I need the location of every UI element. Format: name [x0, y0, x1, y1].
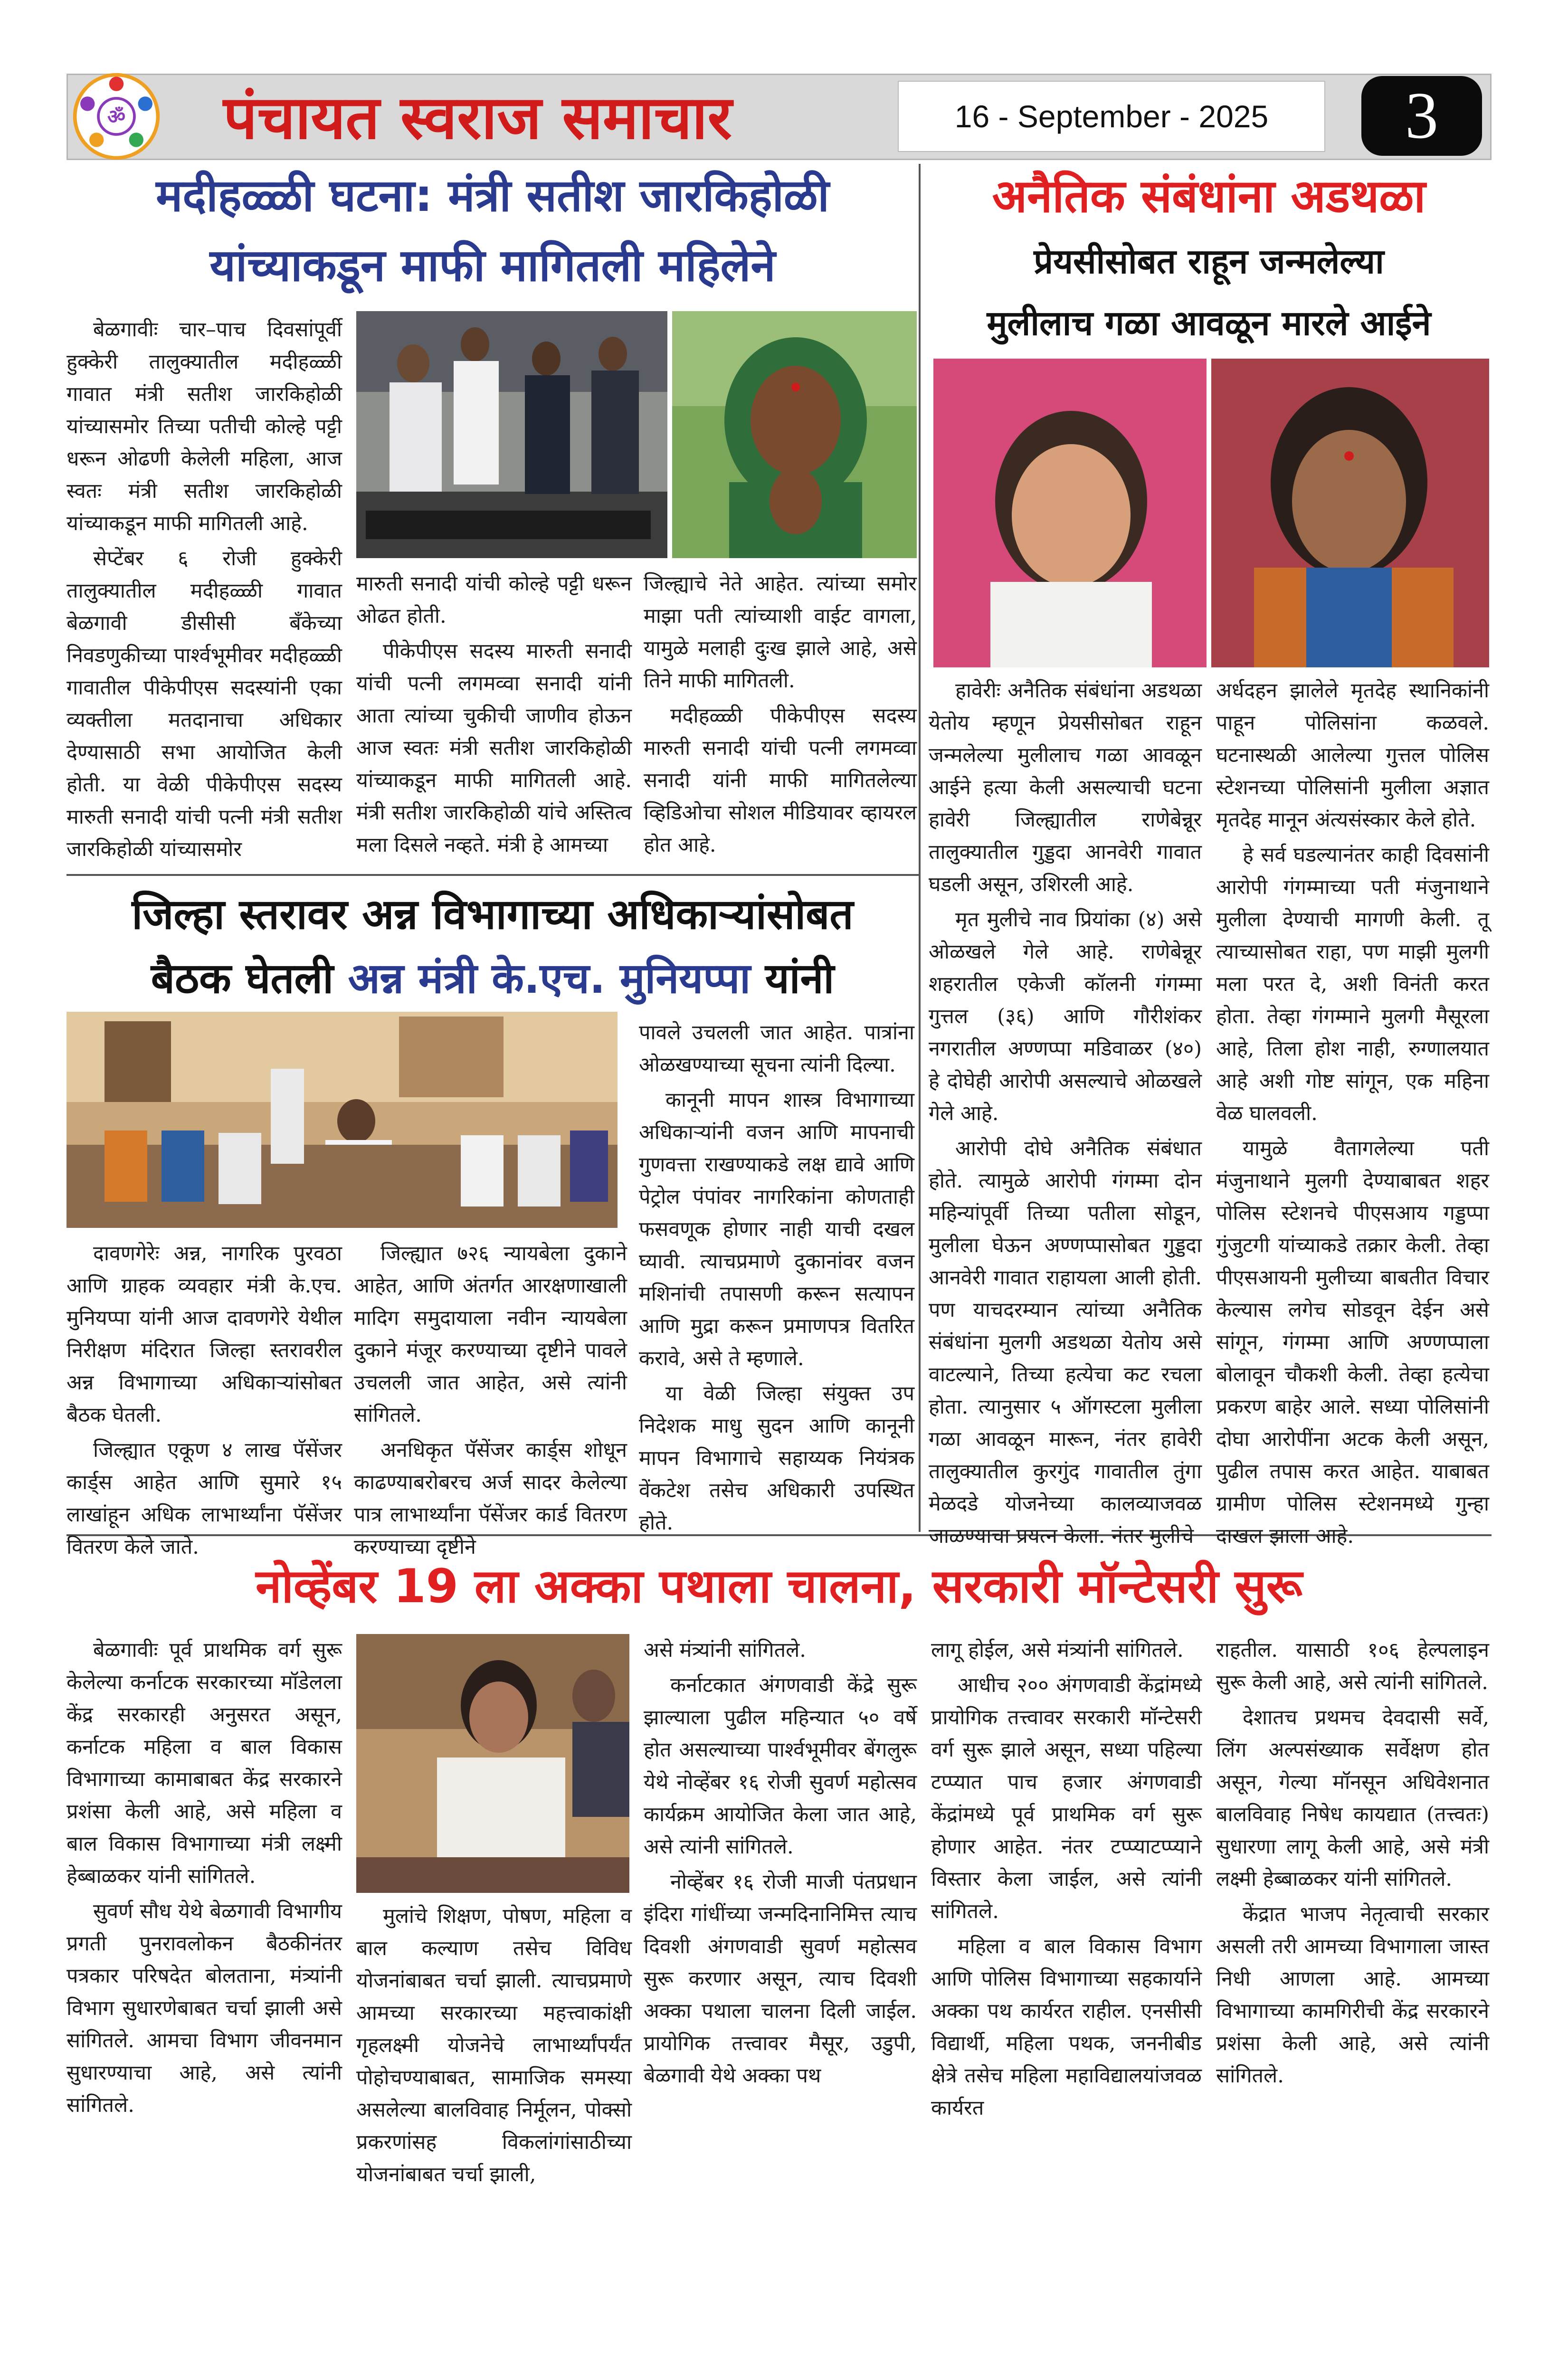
child-photo: [933, 359, 1207, 667]
paragraph: देशातच प्रथमच देवदासी सर्वे, लिंग अल्पसंख्याक सर्वेक्षण होत असून, गेल्या मॉनसून अधिवेशनात बालविवाह निषेध कायद्यात (तत्त्वतः) सुधारणा लागू केली आहे, असे मंत्री लक्ष्मी हेब्बाळकर यांनी सांगितले.: [1216, 1706, 1489, 1891]
story2-headline-line1: अनैतिक संबंधांना अडथळा: [992, 170, 1426, 223]
paragraph: बेळगावीः चार–पाच दिवसांपूर्वी हुक्केरी तालुक्यातील मदीहळ्ळी गावात मंत्री सतीश जारकिहोळी यांच्यासमोर तिच्या पतीची कोल्हे पट्टी धरून ओढणी केलेली महिला, आज स्वतः मंत्री सतीश जारकिहोळी यांच्याकडून माफी मागितली आहे.: [67, 318, 342, 535]
paragraph: महिला व बाल विकास विभाग आणि पोलिस विभागाच्या सहकार्याने अक्का पथ कार्यरत राहील. एनसीसी विद्यार्थी, महिला पथक, जननीबीड क्षेत्रे तसेच महिला महाविद्यालयांजवळ कार्यरत: [931, 1935, 1202, 2120]
meeting-photo: [67, 1012, 618, 1228]
story2-col2: [1216, 674, 1489, 1555]
woman-photo: [672, 311, 917, 558]
paragraph: केंद्रात भाजप नेतृत्वाची सरकार असली तरी आमच्या विभागाला जास्त निधी आणला आहे. आमच्या विभागाच्या कामगिरीची केंद्र सरकारने प्रशंसा केली आहे, असे त्यांनी सांगितले.: [1216, 1902, 1489, 2088]
paragraph: यामुळे वैतागलेल्या पती मंजुनाथाने मुलगी देण्याबाबत शहर पोलिस स्टेशनचे पीएसआय गड्डप्पा गुंजुटगी यांच्याकडे तक्रार केली. तेव्हा पीएसआयनी मुलीच्या बाबतीत विचार केल्यास लगेच सोडवून देईन असे सांगून, गंगम्मा आणि अण्णप्पाला बोलावून चौकशी केली. तेव्हा हत्येचा प्रकरण बाहेर आले. सध्या पोलिसांनी दोघा आरोपींना अटक केली असून, पुढील तपास करत आहेत. याबाबत ग्रामीण पोलिस स्टेशनमध्ये गुन्हा दाखल झाला आहे.: [1216, 1137, 1489, 1548]
story3-headline-line2: [67, 948, 919, 1009]
paragraph: मृत मुलीचे नाव प्रियांका (४) असे ओळखले गेले आहे. राणेबेन्नूर शहरातील एकेजी कॉलनी गंगम्मा गुत्तल (३६) आणि गौरीशंकर नगरातील अण्णप्पा मडिवाळर (४०) हे दोघेही आरोपी असल्याचे ओळखले गेले आहे.: [929, 908, 1202, 1125]
paragraph: या वेळी जिल्हा संयुक्त उप निदेशक माधु सुदन आणि कानूनी मापन विभागाचे सहाय्यक नियंत्रक वेंकटेश तसेच अधिकारी उपस्थित होते.: [639, 1382, 914, 1535]
section-divider: [67, 874, 919, 876]
story4-col3: [644, 1634, 917, 2095]
story2-col1: [929, 674, 1202, 1555]
paragraph: लागू होईल, असे मंत्र्यांनी सांगितले.: [931, 1638, 1184, 1662]
story3-headline-part-b: अन्न मंत्री के.एच. मुनियप्पा: [348, 954, 751, 1003]
paragraph: कर्नाटकात अंगणवाडी केंद्रे सुरू झाल्याला पुढील महिन्यात ५० वर्षे होत असल्याच्या पार्श्वभूमीवर बेंगलुरू येथे नोव्हेंबर १६ रोजी सुवर्ण महोत्सव कार्यक्रम आयोजित केला जात आहे, असे त्यांनी सांगितले.: [644, 1673, 917, 1859]
paragraph: हावेरीः अनैतिक संबंधांना अडथळा येतोय म्हणून प्रेयसीसोबत राहून जन्मलेल्या मुलीलाच गळा आवळून आईने हत्या केली असल्याची घटना हावेरी जिल्ह्यातील राणेबेन्नूर तालुक्यातील गुड्डदा आनवेरी गावात घडली असून, उशिरली आहे.: [929, 679, 1202, 896]
paragraph: मुलांचे शिक्षण, पोषण, महिला व बाल कल्याण तसेच विविध योजनांबाबत चर्चा झाली. त्याचप्रमाणे आमच्या सरकारच्या महत्त्वाकांक्षी गृहलक्ष्मी योजनेचे लाभार्थ्यांपर्यंत पोहोचण्याबाबत, सामाजिक समस्या असलेल्या बालविवाह निर्मूलन, पोक्सो प्रकरणांसह विकलांगांसाठीच्या योजनांबाबत चर्चा झाली,: [356, 1904, 632, 2186]
paragraph: आधीच २०० अंगणवाडी केंद्रांमध्ये प्रायोगिक तत्त्वावर सरकारी मॉन्टेसरी वर्ग सुरू झाले असून, सध्या पहिल्या टप्प्यात पाच हजार अंगणवाडी केंद्रांमध्ये पूर्व प्राथमिक वर्ग सुरू होणार आहेत. नंतर टप्प्याटप्प्याने विस्तार केला जाईल, असे त्यांनी सांगितले.: [931, 1673, 1202, 1923]
minister-photo: [356, 311, 667, 558]
paragraph: पावले उचलली जात आहेत. पात्रांना ओळखण्याच्या सूचना त्यांनी दिल्या.: [639, 1021, 914, 1077]
story3-col2: [354, 1237, 627, 1566]
paragraph: दावणगेरेः अन्न, नागरिक पुरवठा आणि ग्राहक व्यवहार मंत्री के.एच. मुनियप्पा यांनी आज दावणगेरे येथील निरीक्षण मंदिरात जिल्हा स्तरावरील अन्न विभागाच्या अधिकाऱ्यांसोबत बैठक घेतली.: [67, 1242, 342, 1427]
paragraph: जिल्ह्यात ७२६ न्यायबेला दुकाने आहेत, आणि अंतर्गत आरक्षणाखाली मादिग समुदायाला नवीन न्यायबेला दुकाने मंजूर करण्याच्या दृष्टीने पावले उचलली जात आहेत, असे त्यांनी सांगितले.: [354, 1242, 627, 1427]
paragraph: अर्धदहन झालेले मृतदेह स्थानिकांनी पाहून पोलिसांना कळवले. घटनास्थळी आलेल्या गुत्तल पोलिस स्टेशनच्या पोलिसांनी मुलीला अज्ञात मृतदेह मानून अंत्यसंस्कार केले होते.: [1216, 679, 1489, 832]
paragraph: सुवर्ण सौध येथे बेळगावी विभागीय प्रगती पुनरावलोकन बैठकीनंतर पत्रकार परिषदेत बोलताना, मंत्र्यांनी विभाग सुधारणेबाबत चर्चा झाली असे सांगितले. आमचा विभाग जीवनमान सुधारण्याचा आहे, असे त्यांनी सांगितले.: [67, 1900, 342, 2117]
story4-col2: [356, 1900, 632, 2194]
story3-col1: [67, 1237, 342, 1566]
paragraph: सेप्टेंबर ६ रोजी हुक्केरी तालुक्यातील मदीहळ्ळी गावात बेळगावी डीसीसी बँकेच्या निवडणुकीच्या पार्श्वभूमीवर मदीहळ्ळी गावातील पीकेपीएस सदस्यांनी एका व्यक्तीला मतदानाचा अधिकार देण्यासाठी सभा आयोजित केली होती. या वेळी पीकेपीएस सदस्य मारुती सनादी यांची पत्नी मंत्री सतीश जारकिहोळी यांच्यासमोर: [67, 547, 342, 861]
story4-headline: नोव्हेंबर 19 ला अक्का पथाला चालना, सरकारी मॉन्टेसरी सुरू: [256, 1559, 1302, 1614]
paragraph: बेळगावीः पूर्व प्राथमिक वर्ग सुरू केलेल्या कर्नाटक सरकारच्या मॉडेलला केंद्र सरकारही अनुसरत असून, कर्नाटक महिला व बाल विकास विभागाच्या कामाबाबत केंद्र सरकारने प्रशंसा केली आहे, असे महिला व बाल विकास विभागाच्या मंत्री लक्ष्मी हेब्बाळकर यांनी सांगितले.: [67, 1638, 342, 1888]
paragraph: मारुती सनादी यांची कोल्हे पट्टी धरून ओढत होती.: [356, 572, 632, 628]
paragraph: पीकेपीएस सदस्य मारुती सनादी यांची पत्नी लगमव्वा सनादी यांनी आता त्यांच्या चुकीची जाणीव होऊन आज स्वतः मंत्री सतीश जारकिहोळी यांच्याकडून माफी मागितली आहे. मंत्री सतीश जारकिहोळी यांचे अस्तित्व मला दिसले नव्हते. मंत्री हे आमच्या: [356, 639, 632, 857]
paragraph: कानूनी मापन शास्त्र विभागाच्या अधिकाऱ्यांनी वजन आणि मापनाची गुणवत्ता राखण्याकडे लक्ष द्यावे आणि पेट्रोल पंपांवर नागरिकांना कोणताही फसवणूक होणार नाही याची दखल घ्यावी. त्याचप्रमाणे दुकानांवर वजन मशिनांची तपासणी करून सत्यापन आणि मुद्रा करून प्रमाणपत्र वितरित करावे, असे ते म्हणाले.: [639, 1088, 914, 1370]
paragraph: जिल्ह्याचे नेते आहेत. त्यांच्या समोर माझा पती त्यांच्याशी वाईट वागला, यामुळे मलाही दुःख झाले आहे, असे तिने माफी मागितली.: [644, 572, 917, 693]
story2-headline-line2: प्रेयसीसोबत राहून जन्मलेल्या: [1034, 241, 1384, 281]
paragraph: नोव्हेंबर १६ रोजी माजी पंतप्रधान इंदिरा गांधींच्या जन्मदिनानिमित्त त्याच दिवशी अंगणवाडी सुवर्ण महोत्सव सुरू करणार असून, त्याच दिवशी अक्का पथाला चालना दिली जाईल. प्रायोगिक तत्त्वावर मैसूर, उडुपी, बेळगावी येथे अक्का पथ: [644, 1870, 917, 2088]
story4-col5: [1216, 1634, 1489, 2095]
paragraph: असे मंत्र्यांनी सांगितले.: [644, 1638, 806, 1662]
story3-headline-line1: जिल्हा स्तरावर अन्न विभागाच्या अधिकाऱ्यांसोबत: [132, 890, 854, 939]
story4-col4: [931, 1634, 1202, 2127]
paragraph: राहतील. यासाठी १०६ हेल्पलाइन सुरू केली आहे, असे त्यांनी सांगितले.: [1216, 1638, 1489, 1694]
paragraph: हे सर्व घडल्यानंतर काही दिवसांनी आरोपी गंगम्माच्या पती मंजुनाथाने मुलीला देण्याची मागणी केली. तू त्याच्यासोबत राहा, पण माझी मुलगी मला परत दे, अशी विनंती करत होता. तेव्हा गंगम्माने मुलगी मैसूरला आहे, तिला होश नाही, रुग्णालयात आहे अशी गोष्ट सांगून, एक महिना वेळ घालवली.: [1216, 843, 1489, 1125]
column-divider: [919, 164, 921, 1532]
story3-headline-part-c: यांनी: [765, 954, 835, 1003]
svg-text:ॐ: ॐ: [107, 105, 126, 129]
logo-icon: [71, 71, 162, 162]
story1-headline-line2: यांच्याकडून माफी मागितली महिलेने: [209, 240, 776, 292]
story1-headline-line1: मदीहळ्ळी घटना: मंत्री सतीश जारकिहोळी: [156, 170, 829, 222]
paragraph: मदीहळ्ळी पीकेपीएस सदस्य मारुती सनादी यांची पत्नी लगमव्वा सनादी यांनी माफी मागितलेल्या व्हिडिओचा सोशल मीडियावर व्हायरल होत आहे.: [644, 704, 917, 857]
story1-col3: [644, 568, 917, 864]
story3-col-top-right: [639, 1016, 914, 1542]
page-number: 3: [1405, 79, 1438, 152]
story2-headline-line3: मुलीलाच गळा आवळून मारले आईने: [987, 303, 1431, 343]
issue-date: 16 - September - 2025: [954, 99, 1269, 134]
mother-photo: [1211, 359, 1489, 667]
story1-col2: [356, 568, 632, 864]
paragraph: अनधिकृत पॅसेंजर कार्ड्स शोधून काढण्याबरोबरच अर्ज सादर केलेल्या पात्र लाभार्थ्यांना पॅसेंजर कार्ड वितरण करण्याच्या दृष्टीने: [354, 1438, 627, 1559]
paragraph: जिल्ह्यात एकूण ४ लाख पॅसेंजर कार्ड्स आहेत आणि सुमारे १५ लाखांहून अधिक लाभार्थ्यांना पॅसेंजर वितरण केले जाते.: [67, 1438, 342, 1559]
story1-col1: [67, 314, 342, 868]
masthead-title: पंचायत स्वराज समाचार: [223, 83, 732, 152]
story4-col1: [67, 1634, 342, 2124]
story3-headline-part-a: बैठक घेतली: [151, 954, 333, 1003]
press-conference-photo: [356, 1634, 629, 1893]
paragraph: आरोपी दोघे अनैतिक संबंधात होते. त्यामुळे आरोपी गंगम्मा दोन महिन्यांपूर्वी तिच्या पतीला सोडून, मुलीला घेऊन अण्णप्पासोबत गुड्डदा आनवेरी गावात राहायला आली होती. पण याचदरम्यान त्यांच्या अनैतिक संबंधांना मुलगी अडथळा येतोय असे वाटल्याने, तिच्या हत्येचा कट रचला होता. त्यानुसार ५ ऑगस्टला मुलीला गळा आवळून मारून, नंतर हावेरी तालुक्यातील कुरगुंद गावातील तुंगा मेळदडे योजनेच्या कालव्याजवळ जाळण्याचा प्रयत्न केला. नंतर मुलीचे: [929, 1137, 1202, 1548]
